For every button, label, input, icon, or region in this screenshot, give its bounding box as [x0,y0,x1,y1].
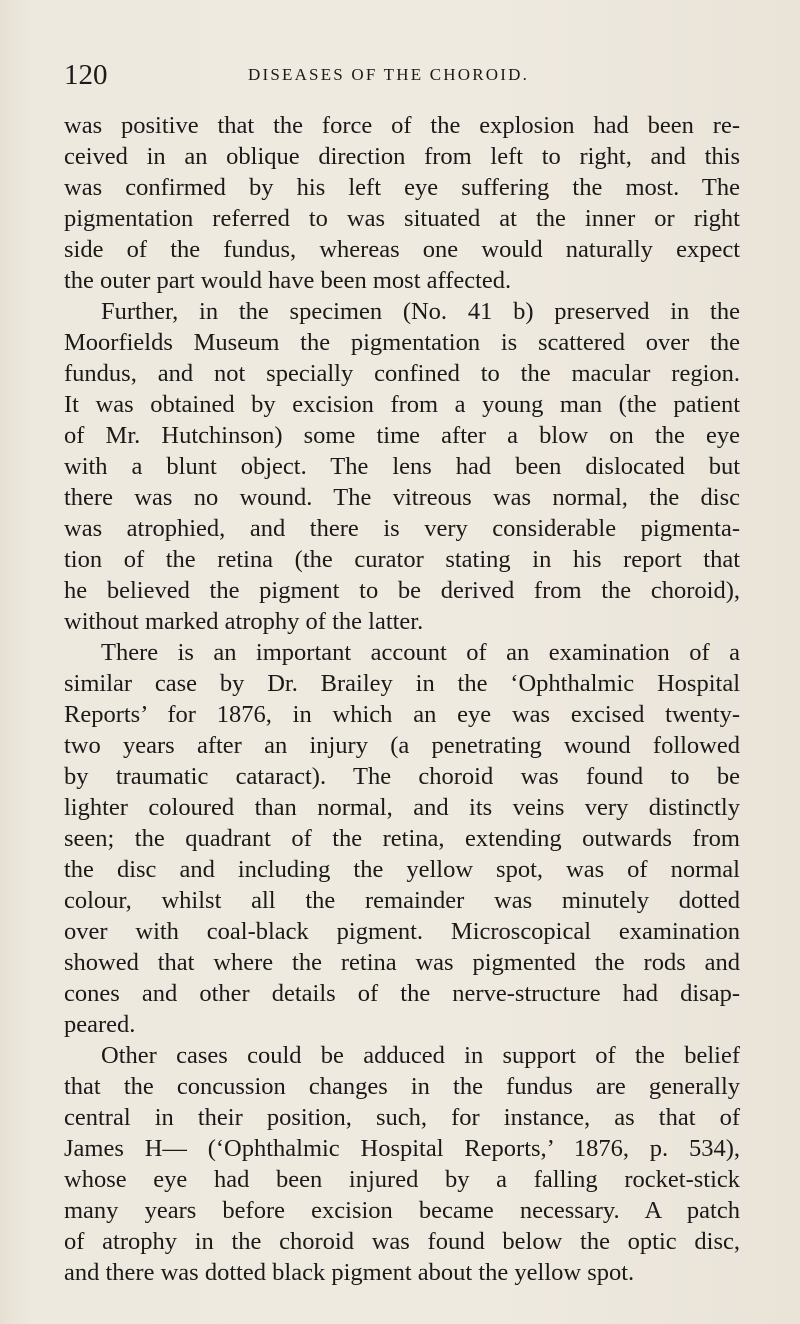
page-number: 120 [64,59,108,91]
text-line: whose eye had been injured by a falling rocket-stick [64,1166,740,1193]
text-line: Other cases could be adduced in support of the belief [101,1042,740,1069]
text-line: similar case by Dr. Brailey in the ‘Ophthalmic Hospital [64,670,740,697]
text-line: It was obtained by excision from a young man (the patient [64,391,740,418]
text-line: Moorfields Museum the pigmentation is scattered over the [64,329,740,356]
body-text [64,110,740,1288]
text-line: that the concussion changes in the fundus are generally [64,1073,740,1100]
text-line: colour, whilst all the remainder was minutely dotted [64,887,740,914]
text-line: seen; the quadrant of the retina, extending outwards from [64,825,740,852]
text-line: was positive that the force of the explosion had been re- [64,112,740,139]
text-line: without marked atrophy of the latter. [64,608,424,635]
paragraph-brailey-case [64,637,740,1040]
paragraph-other-cases [64,1040,740,1288]
text-line: pigmentation referred to was situated at the inner or right [64,205,740,232]
text-line: cones and other details of the nerve-structure had disap- [64,980,740,1007]
text-line: James H— (‘Ophthalmic Hospital Reports,’ 1876, p. 534), [64,1135,740,1162]
paragraph-moorfields-specimen [64,296,740,637]
text-line: peared. [64,1011,136,1038]
text-line: lighter coloured than normal, and its veins very distinctly [64,794,740,821]
text-line: he believed the pigment to be derived from the choroid), [64,577,740,604]
text-line: over with coal-black pigment. Microscopical examination [64,918,740,945]
text-line: Reports’ for 1876, in which an eye was excised twenty- [64,701,740,728]
text-line: side of the fundus, whereas one would naturally expect [64,236,740,263]
text-line: the disc and including the yellow spot, was of normal [64,856,740,883]
text-line: of atrophy in the choroid was found below the optic disc, [64,1228,740,1255]
text-line: two years after an injury (a penetrating wound followed [64,732,740,759]
text-line: central in their position, such, for instance, as that of [64,1104,740,1131]
text-line: of Mr. Hutchinson) some time after a blow on the eye [64,422,740,449]
text-line: there was no wound. The vitreous was normal, the disc [64,484,740,511]
text-line: There is an important account of an examination of a [101,639,740,666]
text-line: the outer part would have been most affected. [64,267,512,294]
text-line: many years before excision became necessary. A patch [64,1197,740,1224]
text-line: ceived in an oblique direction from left to right, and this [64,143,740,170]
text-line: by traumatic cataract). The choroid was found to be [64,763,740,790]
text-line: with a blunt object. The lens had been dislocated but [64,453,740,480]
text-line: showed that where the retina was pigmented the rods and [64,949,740,976]
running-head: DISEASES OF THE CHOROID. [248,65,530,84]
text-line: tion of the retina (the curator stating in his report that [64,546,740,573]
text-line: was atrophied, and there is very considerable pigmenta- [64,515,740,542]
page-header [64,58,740,92]
text-line: fundus, and not specially confined to the macular region. [64,360,740,387]
text-line: Further, in the specimen (No. 41 b) preserved in the [101,298,740,325]
text-line: was confirmed by his left eye suffering the most. The [64,174,740,201]
paragraph-explosion [64,110,740,296]
text-line: and there was dotted black pigment about the yellow spot. [64,1259,635,1286]
